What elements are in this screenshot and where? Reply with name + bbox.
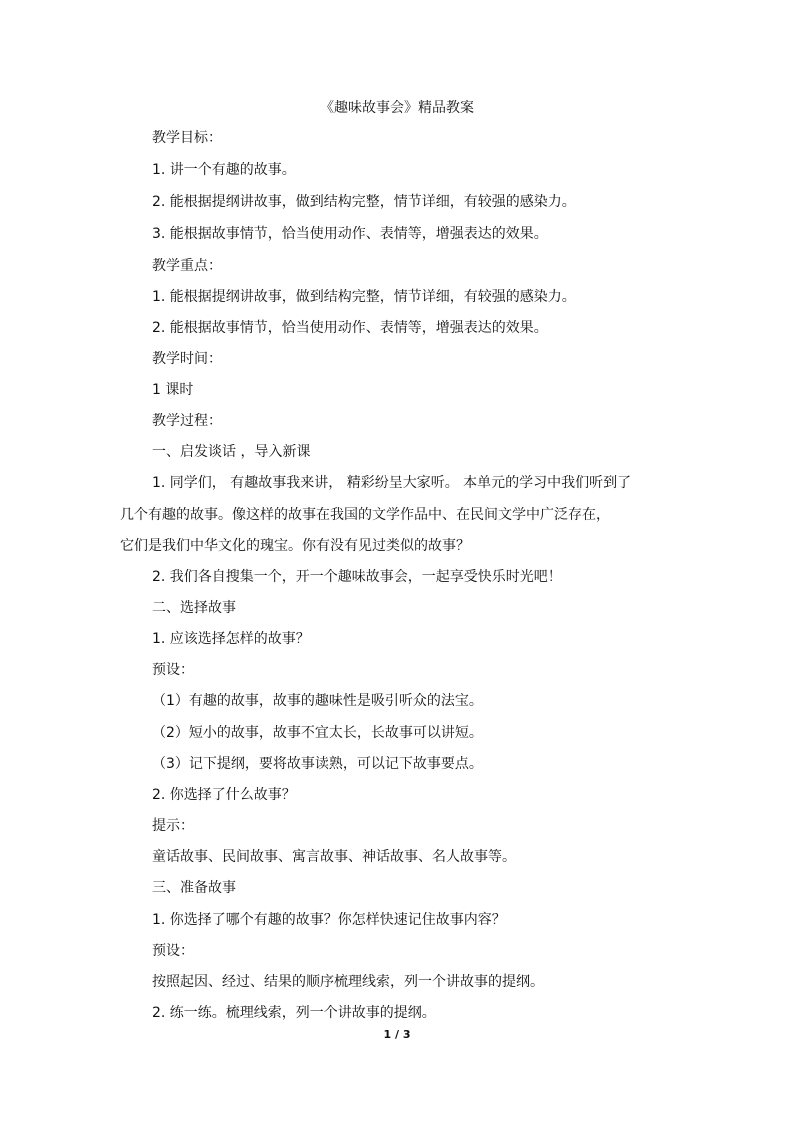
paragraph-line: 它们是我们中华文化的瑰宝。你有没有见过类似的故事？ bbox=[120, 538, 470, 554]
label-preset: 预设： bbox=[152, 943, 194, 959]
key-point-item-1: 1. 能根据提纲讲故事，做到结构完整，情节详细，有较强的感染力。 bbox=[152, 289, 576, 305]
preset-item-1: （1）有趣的故事，故事的趣味性是吸引听众的法宝。 bbox=[152, 693, 483, 709]
goal-item-3: 3. 能根据故事情节，恰当使用动作、表情等，增强表达的效果。 bbox=[152, 226, 548, 242]
heading-teaching-goals: 教学目标： bbox=[152, 130, 222, 146]
document-title: 《趣味故事会》精品教案 bbox=[320, 100, 474, 116]
exercise-item: 2. 练一练。梳理线索，列一个讲故事的提纲。 bbox=[152, 1005, 436, 1021]
key-point-item-2: 2. 能根据故事情节，恰当使用动作、表情等，增强表达的效果。 bbox=[152, 320, 548, 336]
goal-item-2: 2. 能根据提纲讲故事，做到结构完整，情节详细，有较强的感染力。 bbox=[152, 194, 576, 210]
heading-key-points: 教学重点： bbox=[152, 258, 222, 274]
question-1: 1. 应该选择怎样的故事？ bbox=[152, 631, 310, 647]
label-preset: 预设： bbox=[152, 662, 194, 678]
section-heading-1: 一、启发谈话 ，导入新课 bbox=[152, 444, 311, 460]
paragraph-line: 1. 同学们， 有趣故事我来讲， 精彩纷呈大家听。 本单元的学习中我们听到了 bbox=[152, 475, 632, 491]
paragraph-line: 2. 我们各自搜集一个，开一个趣味故事会，一起享受快乐时光吧！ bbox=[152, 569, 562, 585]
page-number: 1 / 3 bbox=[383, 1028, 411, 1041]
preset-content: 按照起因、经过、结果的顺序梳理线索，列一个讲故事的提纲。 bbox=[152, 974, 544, 990]
hint-content: 童话故事、民间故事、寓言故事、神话故事、名人故事等。 bbox=[152, 849, 516, 865]
heading-teaching-process: 教学过程： bbox=[152, 413, 222, 429]
paragraph-line: 几个有趣的故事。像这样的故事在我国的文学作品中、在民间文学中广泛存在， bbox=[120, 507, 610, 523]
label-hint: 提示： bbox=[152, 818, 194, 834]
goal-item-1: 1. 讲一个有趣的故事。 bbox=[152, 162, 296, 178]
section-heading-2: 二、选择故事 bbox=[152, 600, 236, 616]
preset-item-3: （3）记下提纲，要将故事读熟，可以记下故事要点。 bbox=[152, 756, 483, 772]
question-3: 1. 你选择了哪个有趣的故事？你怎样快速记住故事内容？ bbox=[152, 912, 506, 928]
question-2: 2. 你选择了什么故事？ bbox=[152, 787, 296, 803]
preset-item-2: （2）短小的故事，故事不宜太长，长故事可以讲短。 bbox=[152, 725, 483, 741]
section-heading-3: 三、准备故事 bbox=[152, 880, 236, 896]
teaching-time-value: 1 课时 bbox=[152, 382, 194, 398]
heading-teaching-time: 教学时间： bbox=[152, 351, 222, 367]
